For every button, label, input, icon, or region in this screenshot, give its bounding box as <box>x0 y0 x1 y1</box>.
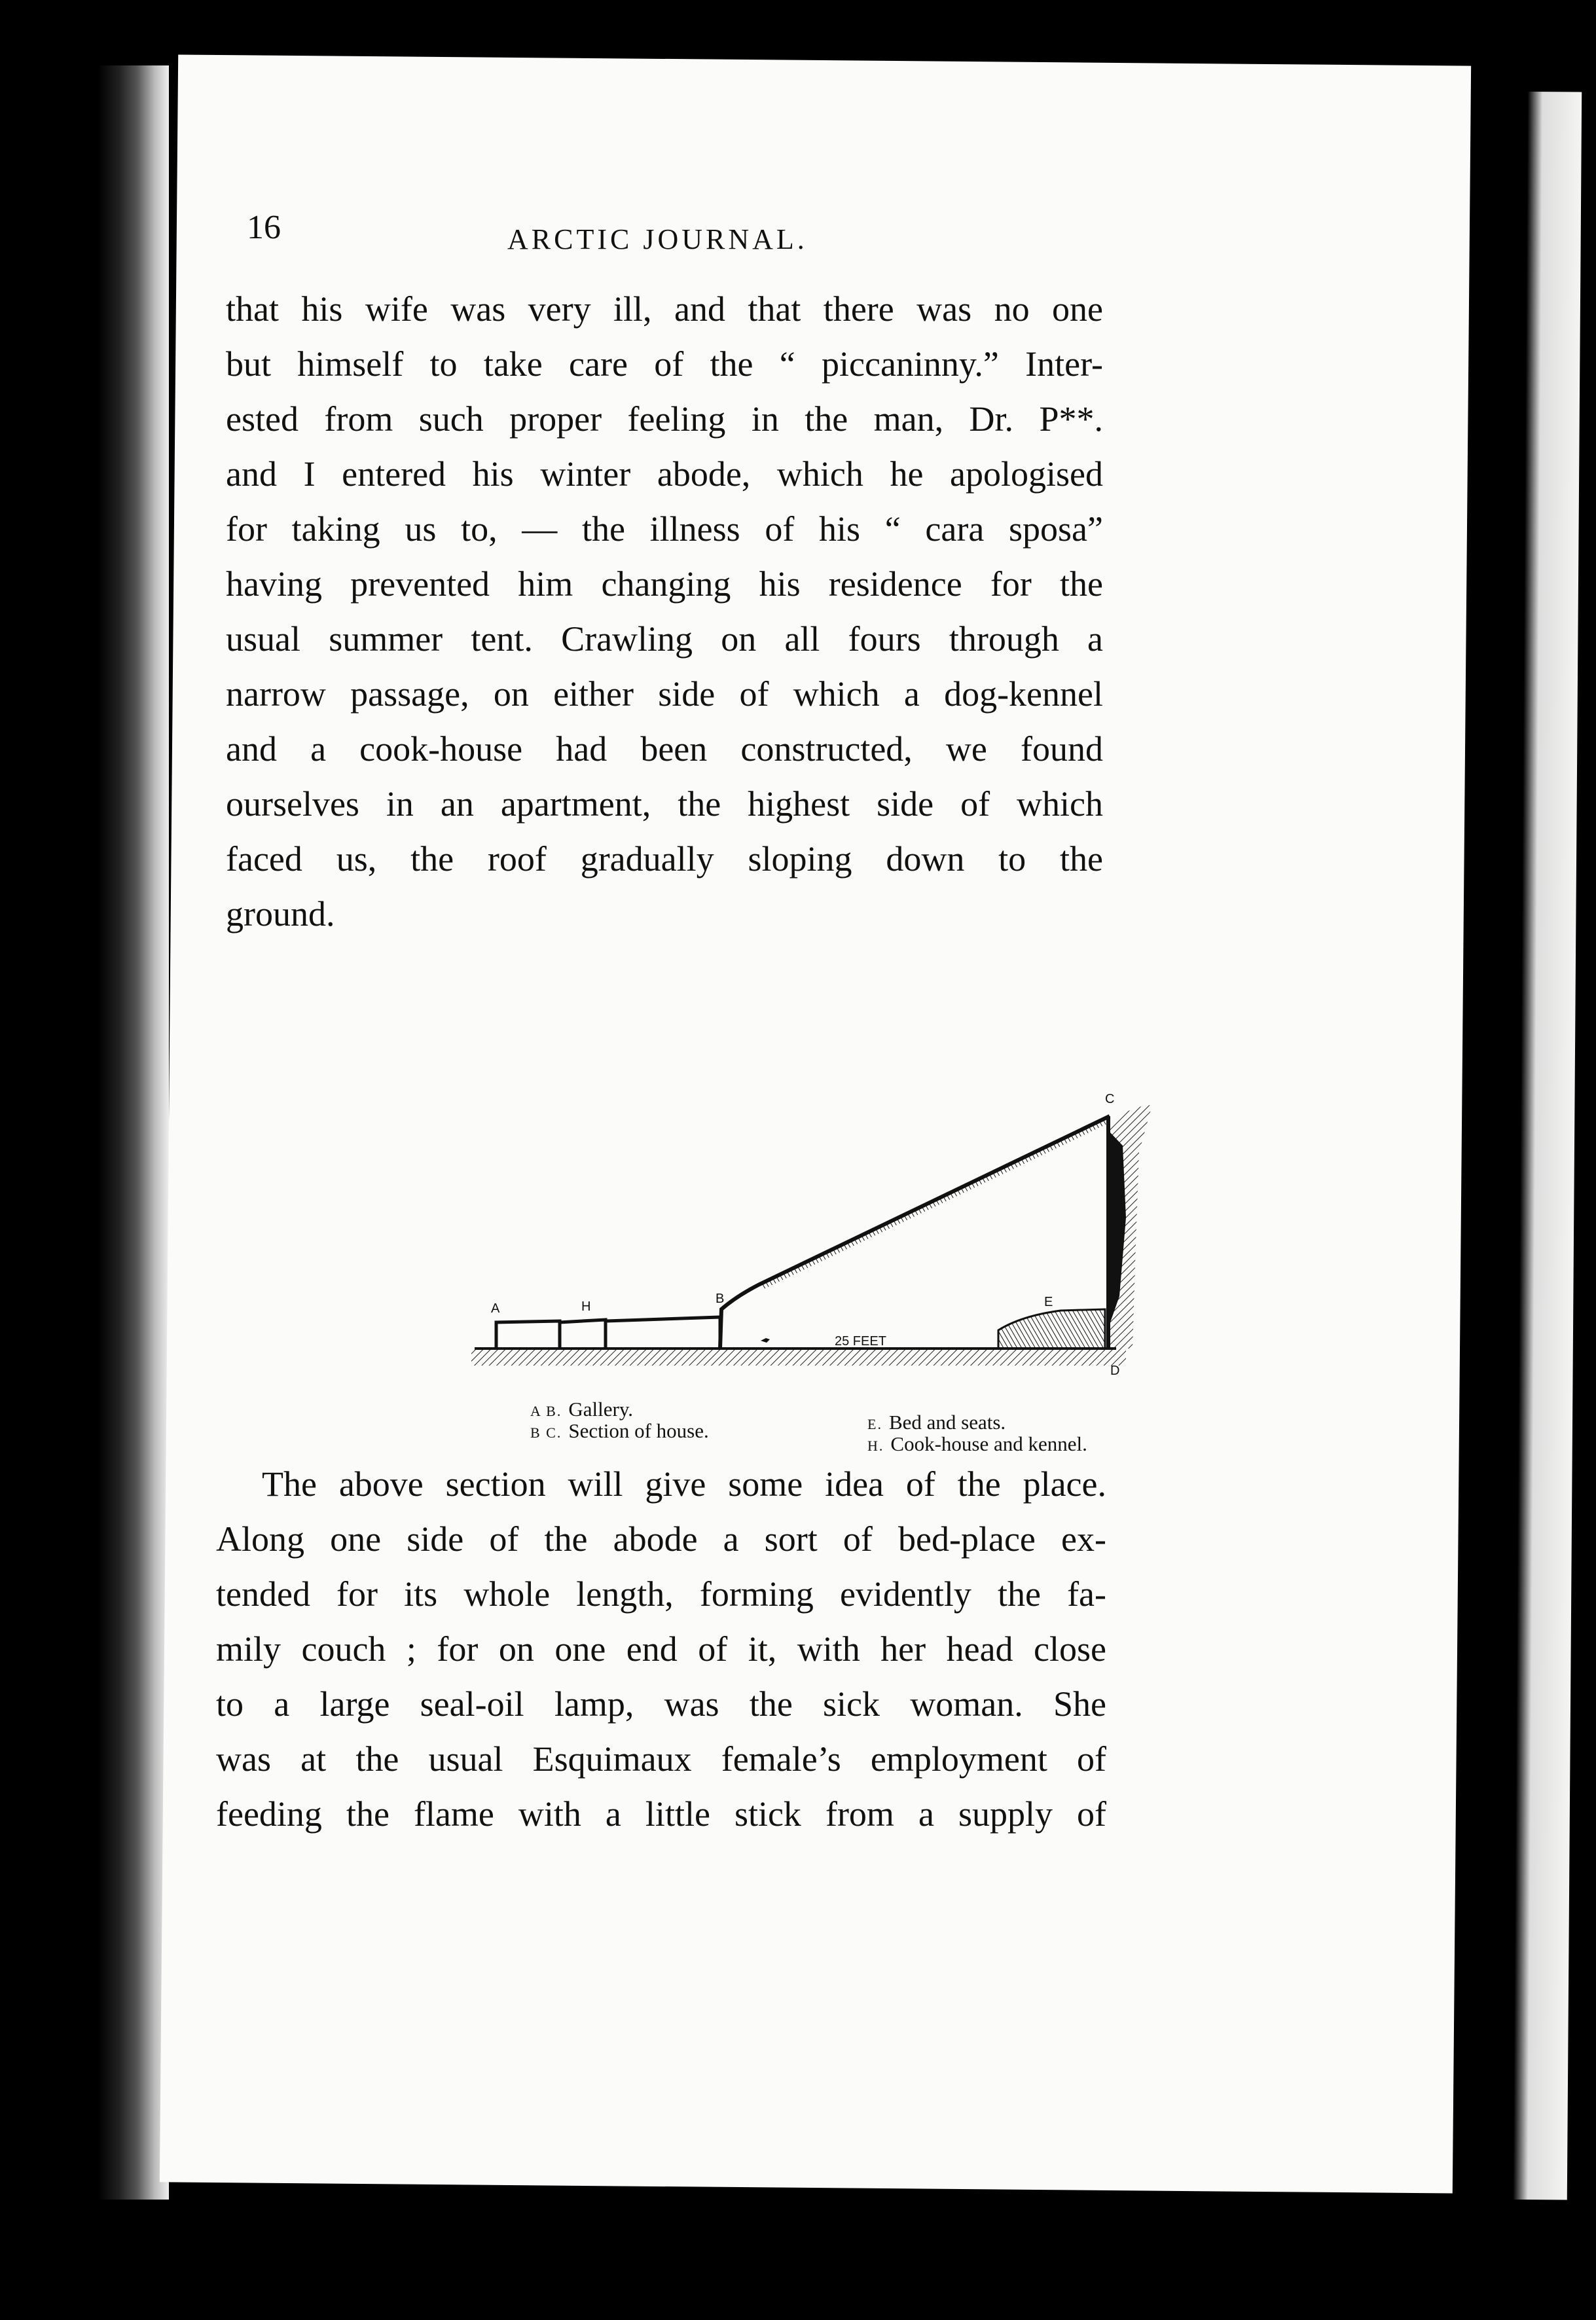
label-a: A <box>491 1301 500 1316</box>
gallery-outline <box>496 1317 720 1349</box>
label-h: H <box>581 1299 591 1314</box>
caption-section-of-house <box>530 1419 709 1443</box>
text-line: feeding the flame with a little stick from a supply of <box>216 1794 1106 1834</box>
page-number: 16 <box>247 209 281 246</box>
text-line: narrow passage, on either side of which a dog-kennel <box>226 674 1103 714</box>
caption-text: Gallery. <box>568 1398 634 1421</box>
caption-text: Bed and seats. <box>888 1411 1006 1434</box>
caption-bed-and-seats <box>867 1411 1006 1434</box>
text-line: ground. <box>226 894 335 933</box>
book-gutter-edge <box>98 65 169 2200</box>
house-section-diagram <box>471 1087 1191 1401</box>
scale-label: 25 FEET <box>835 1334 886 1349</box>
caption-key: A B. <box>530 1403 562 1419</box>
text-line: ourselves in an apartment, the highest side of which <box>226 784 1103 824</box>
caption-text: Cook-house and kennel. <box>890 1432 1087 1455</box>
text-line: ested from such proper feeling in the man, Dr. P**. <box>226 399 1103 439</box>
text-line: was at the usual Esquimaux female’s employment of <box>216 1739 1106 1779</box>
label-d: D <box>1110 1364 1120 1378</box>
ground-hatching <box>471 1349 1126 1366</box>
roof-hatch <box>759 1116 1110 1290</box>
lamp-mark <box>761 1338 770 1343</box>
label-c: C <box>1105 1092 1115 1106</box>
bed-platform <box>998 1309 1105 1349</box>
running-head: ARCTIC JOURNAL. <box>507 223 808 255</box>
caption-key: E. <box>867 1416 882 1432</box>
paragraph-1 <box>226 281 1103 941</box>
label-e: E <box>1044 1295 1053 1309</box>
house-section-svg <box>471 1087 1191 1401</box>
text-line: but himself to take care of the “ piccaninny.” Inter- <box>226 344 1103 384</box>
text-line: tended for its whole length, forming evidently the fa- <box>216 1574 1106 1614</box>
text-line: and a cook-house had been constructed, we found <box>226 729 1103 769</box>
text-line: The above section will give some idea of the place. <box>262 1464 1106 1504</box>
text-line: faced us, the roof gradually sloping down to the <box>226 839 1103 879</box>
paragraph-2 <box>216 1457 1106 1841</box>
text-line: that his wife was very ill, and that there was no one <box>226 289 1103 329</box>
label-b: B <box>716 1292 725 1306</box>
caption-text: Section of house. <box>568 1419 709 1442</box>
text-line: and I entered his winter abode, which he apologised <box>226 454 1103 494</box>
caption-gallery <box>530 1398 633 1421</box>
caption-cook-house <box>867 1432 1087 1456</box>
text-line: having prevented him changing his residence for the <box>226 564 1103 604</box>
facing-page-edge <box>1469 92 1582 2200</box>
text-line: for taking us to, — the illness of his “ cara sposa” <box>226 509 1103 549</box>
caption-key: H. <box>867 1438 884 1454</box>
text-line: mily couch ; for on one end of it, with her head close <box>216 1629 1106 1669</box>
caption-key: B C. <box>530 1424 562 1441</box>
text-line: to a large seal-oil lamp, was the sick woman. She <box>216 1684 1106 1724</box>
text-line: Along one side of the abode a sort of bed-place ex- <box>216 1519 1106 1559</box>
text-line: usual summer tent. Crawling on all fours through a <box>226 619 1103 659</box>
